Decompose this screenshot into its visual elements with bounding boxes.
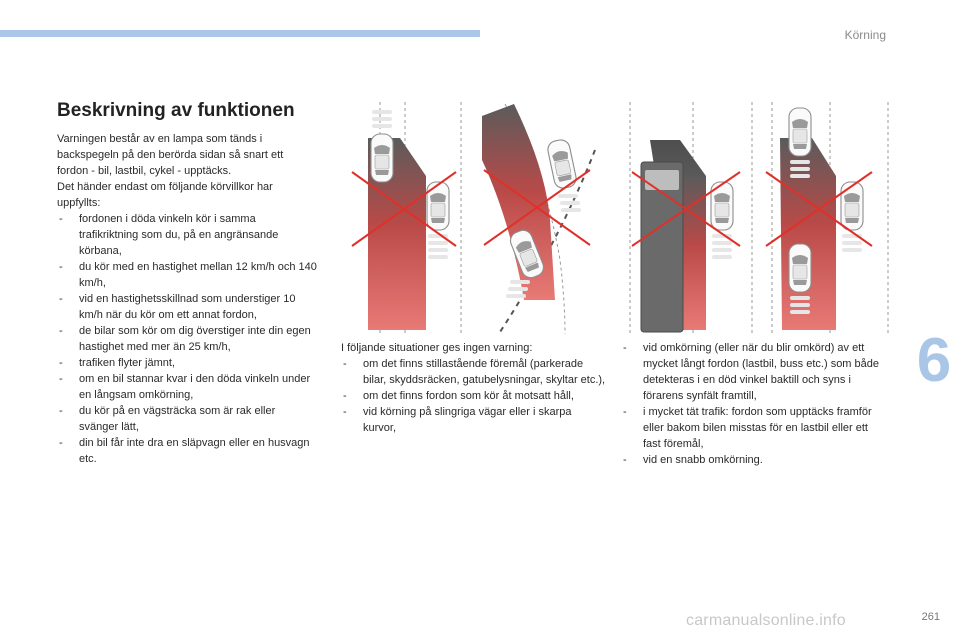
chapter-number: 6 xyxy=(908,325,960,395)
car-icon xyxy=(371,134,393,182)
no-warning-list-right xyxy=(621,340,886,468)
conditions-intro: Det händer endast om följande körvillkor har uppfyllts: xyxy=(57,181,273,209)
list-item: - om en bil stannar kvar i den döda vinkeln under en långsam omkörning, xyxy=(57,371,317,403)
header-accent-bar xyxy=(0,30,480,37)
list-item: - du kör med en hastighet mellan 12 km/h och 140 km/h, xyxy=(57,259,317,291)
list-item: - i mycket tät trafik: fordon som upptäcks framför eller bakom bilen misstas för en lastbil eller ett fast föremål, xyxy=(621,404,886,452)
intro-paragraph: Varningen består av en lampa som tänds i backspegeln på den berörda sidan så snart ett fordon - bil, lastbil, cykel - upptäcks. xyxy=(57,133,284,177)
no-warning-intro: I följande situationer ges ingen varning: xyxy=(341,342,533,354)
car-icon xyxy=(789,108,811,156)
conditions-list xyxy=(57,211,317,467)
section-label: Körning xyxy=(844,28,886,42)
page-number: 261 xyxy=(921,611,940,623)
list-item: - de bilar som kör om dig överstiger inte din egen hastighet med mer än 25 km/h, xyxy=(57,323,317,355)
car-icon xyxy=(841,182,863,230)
page-title: Beskrivning av funktionen xyxy=(57,100,295,121)
list-item: - du kör på en vägsträcka som är rak eller svänger lätt, xyxy=(57,403,317,435)
illustration-long-vehicle xyxy=(630,102,752,334)
list-item: - vid en hastighetsskillnad som understiger 10 km/h när du kör om ett annat fordon, xyxy=(57,291,317,323)
description-text xyxy=(57,131,317,467)
list-item: - om det finns stillastående föremål (parkerade bilar, skyddsräcken, gatubelysningar, skyltar etc.), xyxy=(341,356,606,388)
list-item: - vid körning på slingriga vägar eller i skarpa kurvor, xyxy=(341,404,606,436)
no-warning-list-left xyxy=(341,356,606,436)
watermark: carmanualsonline.info xyxy=(686,612,846,629)
list-item: - trafiken flyter jämnt, xyxy=(57,355,317,371)
list-item: - om det finns fordon som kör åt motsatt håll, xyxy=(341,388,606,404)
no-warning-text-left xyxy=(341,340,606,436)
illustration-curved-road xyxy=(482,104,595,334)
illustration-stationary-objects xyxy=(352,102,461,334)
car-icon xyxy=(789,244,811,292)
list-item: - vid en snabb omkörning. xyxy=(621,452,886,468)
blind-spot-illustrations xyxy=(340,100,910,338)
list-item: - fordonen i döda vinkeln kör i samma trafikriktning som du, på en angränsande körbana, xyxy=(57,211,317,259)
list-item: - din bil får inte dra en släpvagn eller en husvagn etc. xyxy=(57,435,317,467)
detection-zone xyxy=(780,138,836,330)
illustration-dense-traffic xyxy=(766,102,888,334)
list-item: - vid omkörning (eller när du blir omkörd) av ett mycket långt fordon (lastbil, buss etc.) som både detekteras i en död vinkel baktill och syns i förarens synfält framtill, xyxy=(621,340,886,404)
no-warning-text-right xyxy=(621,340,886,468)
